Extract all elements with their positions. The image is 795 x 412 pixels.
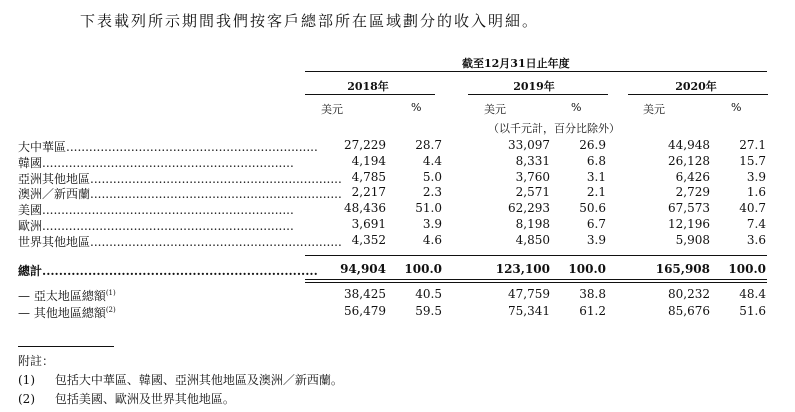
cell-usd-2020: 2,729 — [675, 185, 710, 199]
table-row — [18, 154, 778, 170]
year-rule-2019 — [468, 94, 608, 95]
note-1-text: 包括大中華區、韓國、亞洲其他地區及澳洲／新西蘭。 — [54, 373, 343, 387]
cell-pct-2020: 100.0 — [728, 262, 766, 276]
total-rule-lower — [305, 282, 767, 283]
unit-pct-2020: % — [731, 101, 742, 114]
cell-pct-2018: 2.3 — [422, 185, 442, 199]
cell-pct-2018: 59.5 — [415, 304, 442, 318]
cell-pct-2020: 40.7 — [739, 201, 766, 215]
notes-divider — [18, 346, 114, 347]
row-label — [18, 262, 318, 279]
note-2-num: (2) — [18, 392, 35, 406]
row-label — [18, 233, 342, 250]
cell-pct-2020: 27.1 — [739, 138, 766, 152]
intro-text: 下表載列所示期間我們按客戶總部所在區域劃分的收入明細。 — [80, 12, 540, 30]
year-2020: 2020年 — [675, 80, 717, 93]
cell-pct-2018: 28.7 — [415, 138, 442, 152]
unit-usd-2018: 美元 — [321, 103, 343, 116]
cell-pct-2020: 15.7 — [739, 154, 766, 168]
note-2 — [18, 390, 235, 407]
row-label — [18, 287, 280, 304]
year-rule-2018 — [305, 94, 435, 95]
header-rule — [305, 71, 767, 72]
leader-dots: .................................................................. — [90, 235, 342, 249]
cell-pct-2019: 3.9 — [586, 233, 606, 247]
cell-usd-2019: 33,097 — [508, 138, 550, 152]
cell-usd-2019: 123,100 — [495, 262, 550, 276]
cell-usd-2018: 4,194 — [351, 154, 386, 168]
subtotal-row — [18, 304, 778, 320]
cell-pct-2018: 5.0 — [422, 170, 442, 184]
cell-pct-2019: 100.0 — [568, 262, 606, 276]
leader-dots: .................................................................. — [90, 187, 342, 201]
row-label-text: 歐洲 — [18, 219, 43, 233]
unit-pct-2019: % — [571, 101, 582, 114]
cell-usd-2018: 27,229 — [344, 138, 386, 152]
cell-pct-2018: 4.6 — [422, 233, 442, 247]
row-label — [18, 201, 294, 218]
row-label-text: 亞洲其他地區 — [18, 172, 91, 186]
cell-pct-2020: 48.4 — [739, 287, 766, 301]
row-label-text: 大中華區 — [18, 140, 67, 154]
cell-usd-2020: 85,676 — [668, 304, 710, 318]
note-1 — [18, 371, 343, 388]
cell-pct-2019: 3.1 — [586, 170, 606, 184]
cell-pct-2018: 40.5 — [415, 287, 442, 301]
cell-usd-2020: 67,573 — [668, 201, 710, 215]
unit-usd-2019: 美元 — [484, 103, 506, 116]
row-label-text: — 亞太地區總額 — [18, 289, 106, 303]
cell-usd-2018: 4,785 — [351, 170, 386, 184]
row-label — [18, 185, 342, 202]
row-label-text: 美國 — [18, 203, 43, 217]
cell-usd-2020: 165,908 — [655, 262, 710, 276]
cell-usd-2020: 80,232 — [668, 287, 710, 301]
year-rule-2020 — [628, 94, 768, 95]
cell-usd-2018: 56,479 — [344, 304, 386, 318]
cell-usd-2018: 48,436 — [344, 201, 386, 215]
cell-pct-2019: 61.2 — [579, 304, 606, 318]
row-label-text: — 其他地區總額 — [18, 306, 106, 320]
leader-dots: .................................................................. — [66, 140, 318, 154]
note-1-num: (1) — [18, 373, 35, 387]
leader-dots: .................................................................. — [42, 219, 294, 233]
row-label-text: 世界其他地區 — [18, 235, 91, 249]
table-row — [18, 138, 778, 154]
period-header: 截至12月31日止年度 — [462, 57, 570, 70]
row-label-text: 總計 — [18, 264, 43, 278]
cell-pct-2018: 3.9 — [422, 217, 442, 231]
cell-usd-2018: 3,691 — [351, 217, 386, 231]
footnote-ref: (1) — [105, 289, 116, 297]
table-row — [18, 217, 778, 233]
row-label — [18, 154, 294, 171]
cell-pct-2020: 51.6 — [739, 304, 766, 318]
table-row — [18, 185, 778, 201]
subtotal-rule — [305, 255, 767, 256]
cell-pct-2018: 100.0 — [404, 262, 442, 276]
table-row — [18, 201, 778, 217]
total-row — [18, 262, 778, 278]
cell-pct-2019: 26.9 — [579, 138, 606, 152]
cell-usd-2020: 26,128 — [668, 154, 710, 168]
cell-usd-2019: 62,293 — [508, 201, 550, 215]
cell-pct-2019: 6.8 — [586, 154, 606, 168]
cell-usd-2018: 94,904 — [340, 262, 386, 276]
unit-note: （以千元計，百分比除外） — [488, 122, 620, 135]
leader-dots: .................................................................. — [42, 203, 294, 217]
table-row — [18, 170, 778, 186]
leader-dots: .................................................................. — [42, 156, 294, 170]
cell-pct-2019: 38.8 — [579, 287, 606, 301]
cell-usd-2019: 2,571 — [515, 185, 550, 199]
unit-pct-2018: % — [411, 101, 422, 114]
note-2-text: 包括美國、歐洲及世界其他地區。 — [54, 392, 235, 406]
cell-pct-2020: 3.9 — [746, 170, 766, 184]
cell-usd-2020: 12,196 — [668, 217, 710, 231]
cell-usd-2018: 4,352 — [351, 233, 386, 247]
cell-usd-2018: 2,217 — [351, 185, 386, 199]
row-label — [18, 304, 280, 321]
row-label — [18, 138, 318, 155]
subtotal-row — [18, 287, 778, 303]
cell-usd-2019: 8,331 — [515, 154, 550, 168]
cell-usd-2020: 6,426 — [675, 170, 710, 184]
cell-pct-2020: 3.6 — [746, 233, 766, 247]
cell-pct-2020: 7.4 — [746, 217, 766, 231]
row-label — [18, 217, 294, 234]
unit-usd-2020: 美元 — [643, 103, 665, 116]
row-label-text: 韓國 — [18, 156, 43, 170]
cell-usd-2020: 44,948 — [668, 138, 710, 152]
footnote-ref: (2) — [105, 306, 116, 314]
cell-pct-2020: 1.6 — [746, 185, 766, 199]
cell-usd-2019: 75,341 — [508, 304, 550, 318]
cell-pct-2019: 50.6 — [579, 201, 606, 215]
row-label-text: 澳洲／新西蘭 — [18, 187, 91, 201]
year-2019: 2019年 — [513, 80, 555, 93]
table-row — [18, 233, 778, 249]
cell-usd-2019: 47,759 — [508, 287, 550, 301]
total-rule-upper — [305, 279, 767, 280]
cell-usd-2019: 4,850 — [515, 233, 550, 247]
year-2018: 2018年 — [347, 80, 389, 93]
cell-pct-2019: 6.7 — [586, 217, 606, 231]
leader-dots: .................................................................. — [90, 172, 342, 186]
leader-dots: .................................................................. — [42, 264, 318, 278]
cell-usd-2019: 8,198 — [515, 217, 550, 231]
cell-pct-2018: 4.4 — [422, 154, 442, 168]
cell-usd-2019: 3,760 — [515, 170, 550, 184]
cell-pct-2018: 51.0 — [415, 201, 442, 215]
notes-title: 附註： — [18, 354, 55, 368]
cell-usd-2018: 38,425 — [344, 287, 386, 301]
cell-usd-2020: 5,908 — [675, 233, 710, 247]
cell-pct-2019: 2.1 — [586, 185, 606, 199]
